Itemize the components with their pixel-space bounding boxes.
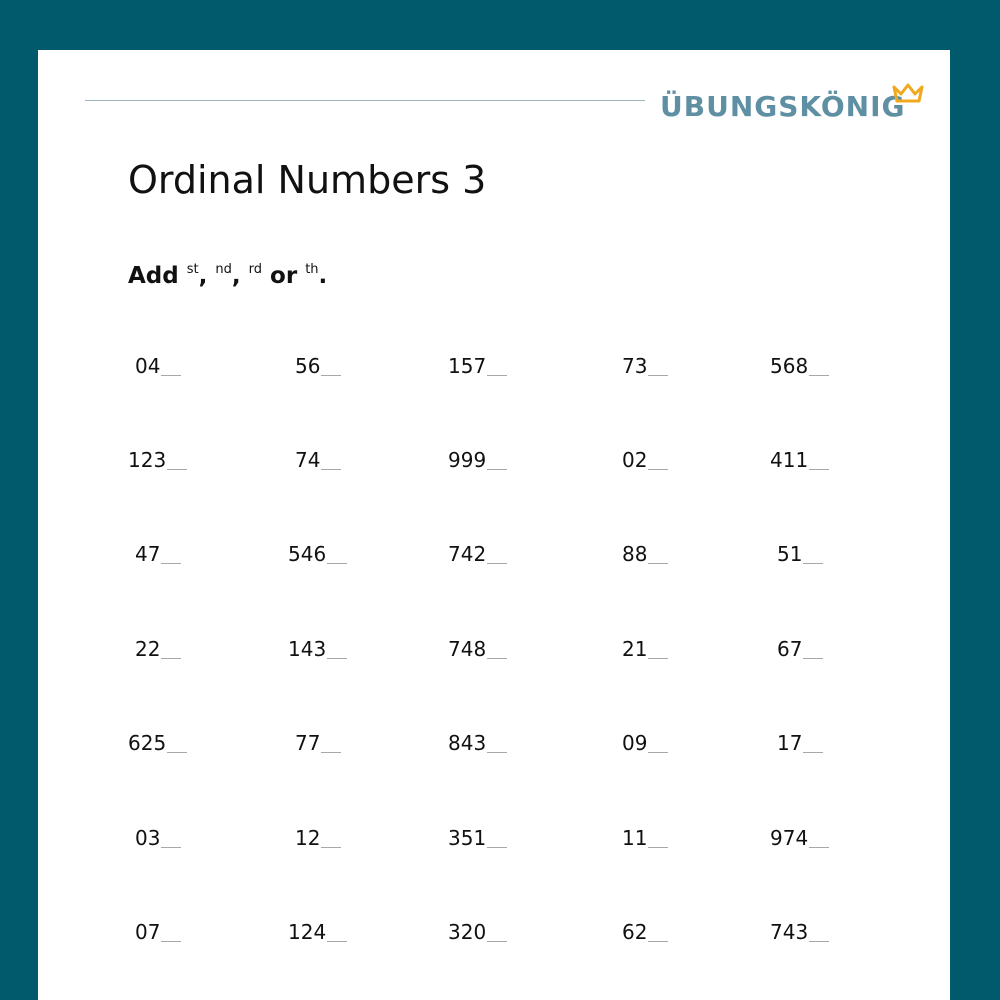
exercise-item — [770, 920, 829, 944]
exercise-item — [135, 542, 181, 566]
exercise-number: 04 — [135, 354, 161, 378]
answer-blank[interactable] — [327, 941, 347, 942]
exercise-number: 67 — [777, 637, 803, 661]
exercise-item — [295, 826, 341, 850]
exercise-number: 843 — [448, 731, 487, 755]
exercise-item — [622, 637, 668, 661]
exercise-item — [770, 354, 829, 378]
exercise-item — [288, 920, 347, 944]
exercise-number: 124 — [288, 920, 327, 944]
exercise-number: 999 — [448, 448, 487, 472]
instruction: Add $^{st}$, $^{nd}$, $^{rd}$ or $^{th}$. — [128, 262, 328, 289]
answer-blank[interactable] — [648, 941, 668, 942]
answer-blank[interactable] — [809, 469, 829, 470]
answer-blank[interactable] — [321, 752, 341, 753]
exercise-number: 22 — [135, 637, 161, 661]
exercise-item — [622, 731, 668, 755]
exercise-item — [295, 448, 341, 472]
answer-blank[interactable] — [327, 658, 347, 659]
answer-blank[interactable] — [487, 469, 507, 470]
exercise-number: 143 — [288, 637, 327, 661]
exercise-item — [128, 731, 187, 755]
answer-blank[interactable] — [161, 563, 181, 564]
exercise-number: 157 — [448, 354, 487, 378]
answer-blank[interactable] — [809, 847, 829, 848]
exercise-number: 568 — [770, 354, 809, 378]
exercise-item — [135, 637, 181, 661]
exercise-number: 07 — [135, 920, 161, 944]
page-title: Ordinal Numbers 3 — [128, 158, 487, 202]
exercise-item — [128, 448, 187, 472]
suffix-th: th — [305, 262, 319, 277]
answer-blank[interactable] — [648, 563, 668, 564]
exercise-item — [770, 826, 829, 850]
exercise-item — [295, 354, 341, 378]
exercise-item — [288, 637, 347, 661]
answer-blank[interactable] — [161, 658, 181, 659]
exercise-item — [448, 731, 507, 755]
exercise-item — [448, 826, 507, 850]
answer-blank[interactable] — [327, 563, 347, 564]
answer-blank[interactable] — [321, 469, 341, 470]
exercise-number: 748 — [448, 637, 487, 661]
exercise-item — [622, 826, 668, 850]
exercise-number: 742 — [448, 542, 487, 566]
exercise-number: 88 — [622, 542, 648, 566]
exercise-item — [448, 542, 507, 566]
exercise-number: 320 — [448, 920, 487, 944]
exercise-number: 74 — [295, 448, 321, 472]
answer-blank[interactable] — [648, 469, 668, 470]
exercise-number: 56 — [295, 354, 321, 378]
exercise-number: 73 — [622, 354, 648, 378]
answer-blank[interactable] — [167, 752, 187, 753]
exercise-item — [777, 637, 823, 661]
answer-blank[interactable] — [487, 658, 507, 659]
answer-blank[interactable] — [161, 847, 181, 848]
exercise-number: 51 — [777, 542, 803, 566]
exercise-item — [295, 731, 341, 755]
exercise-item — [622, 448, 668, 472]
exercise-item — [622, 354, 668, 378]
instruction-or: or — [270, 263, 298, 289]
answer-blank[interactable] — [648, 752, 668, 753]
exercise-number: 743 — [770, 920, 809, 944]
brand-logo: ÜBUNGSKÖNIG — [660, 90, 906, 123]
exercise-number: 411 — [770, 448, 809, 472]
exercise-number: 03 — [135, 826, 161, 850]
exercise-item — [622, 920, 668, 944]
exercise-number: 351 — [448, 826, 487, 850]
answer-blank[interactable] — [648, 375, 668, 376]
answer-blank[interactable] — [803, 563, 823, 564]
instruction-add: Add — [128, 263, 179, 289]
exercise-item — [777, 731, 823, 755]
exercise-item — [770, 448, 829, 472]
answer-blank[interactable] — [803, 658, 823, 659]
exercise-item — [135, 826, 181, 850]
exercise-number: 17 — [777, 731, 803, 755]
exercise-number: 123 — [128, 448, 167, 472]
exercise-number: 21 — [622, 637, 648, 661]
answer-blank[interactable] — [487, 375, 507, 376]
exercise-number: 02 — [622, 448, 648, 472]
exercise-item — [448, 637, 507, 661]
exercise-number: 47 — [135, 542, 161, 566]
header-rule — [85, 100, 645, 101]
exercise-item — [777, 542, 823, 566]
answer-blank[interactable] — [803, 752, 823, 753]
answer-blank[interactable] — [161, 941, 181, 942]
answer-blank[interactable] — [809, 375, 829, 376]
exercise-item — [448, 354, 507, 378]
answer-blank[interactable] — [809, 941, 829, 942]
answer-blank[interactable] — [321, 847, 341, 848]
exercise-number: 09 — [622, 731, 648, 755]
exercise-number: 62 — [622, 920, 648, 944]
exercise-item — [135, 920, 181, 944]
worksheet-page — [38, 50, 950, 1000]
exercise-item — [135, 354, 181, 378]
exercise-number: 12 — [295, 826, 321, 850]
exercise-item — [448, 448, 507, 472]
exercise-number: 974 — [770, 826, 809, 850]
answer-blank[interactable] — [648, 658, 668, 659]
exercise-item — [448, 920, 507, 944]
suffix-st: st — [186, 262, 199, 277]
answer-blank[interactable] — [487, 941, 507, 942]
answer-blank[interactable] — [487, 752, 507, 753]
exercise-item — [288, 542, 347, 566]
suffix-nd: nd — [215, 262, 232, 277]
crown-icon — [892, 83, 924, 103]
exercise-number: 11 — [622, 826, 648, 850]
answer-blank[interactable] — [167, 469, 187, 470]
exercise-number: 625 — [128, 731, 167, 755]
exercise-number: 546 — [288, 542, 327, 566]
answer-blank[interactable] — [321, 375, 341, 376]
exercise-number: 77 — [295, 731, 321, 755]
answer-blank[interactable] — [161, 375, 181, 376]
exercise-item — [622, 542, 668, 566]
answer-blank[interactable] — [487, 563, 507, 564]
answer-blank[interactable] — [648, 847, 668, 848]
suffix-rd: rd — [248, 262, 262, 277]
answer-blank[interactable] — [487, 847, 507, 848]
